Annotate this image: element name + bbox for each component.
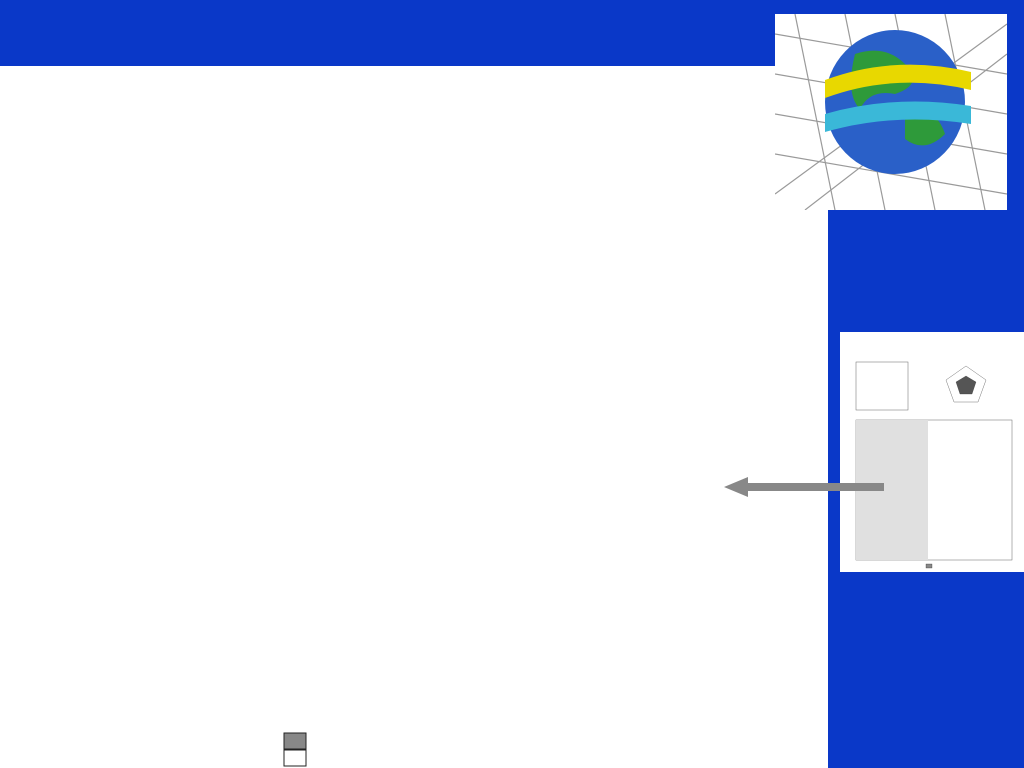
- legend-reference-swatch: [284, 750, 306, 766]
- legend-indicator-swatch: [284, 733, 306, 749]
- esi-logo: [775, 14, 1007, 210]
- report-page-thumbnail: [840, 332, 1024, 572]
- pointer-arrow-icon: [724, 476, 884, 498]
- legend: [284, 733, 306, 766]
- globe-icon: [825, 30, 965, 174]
